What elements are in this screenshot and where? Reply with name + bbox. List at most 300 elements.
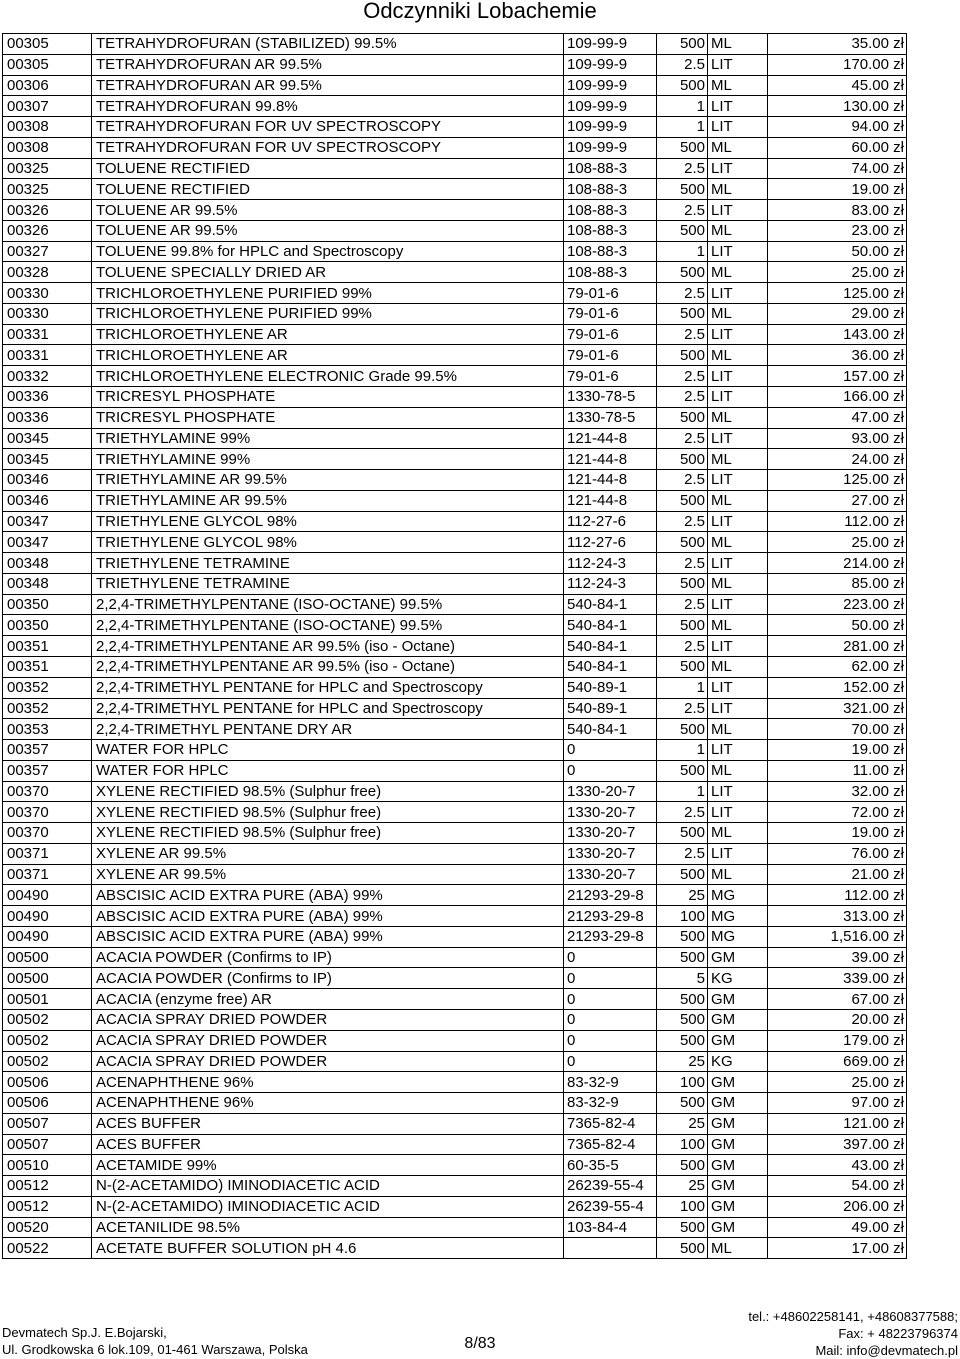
cas-number-cell: 108-88-3 xyxy=(564,220,657,241)
cas-number-cell xyxy=(564,1238,657,1259)
product-name-cell: ACACIA SPRAY DRIED POWDER xyxy=(92,1051,564,1072)
table-row xyxy=(3,428,907,449)
product-code-cell: 00502 xyxy=(3,1030,92,1051)
price-cell: 67.00 zł xyxy=(768,989,907,1010)
quantity-cell: 500 xyxy=(657,864,708,885)
product-code-cell: 00346 xyxy=(3,490,92,511)
table-row xyxy=(3,968,907,989)
price-cell: 397.00 zł xyxy=(768,1134,907,1155)
cas-number-cell: 109-99-9 xyxy=(564,54,657,75)
product-name-cell: 2,2,4-TRIMETHYL PENTANE for HPLC and Spectroscopy xyxy=(92,677,564,698)
price-cell: 74.00 zł xyxy=(768,158,907,179)
price-cell: 17.00 zł xyxy=(768,1238,907,1259)
unit-cell: GM xyxy=(708,989,768,1010)
price-cell: 50.00 zł xyxy=(768,241,907,262)
footer-mail[interactable]: Mail: info@devmatech.pl xyxy=(815,1343,958,1358)
table-row xyxy=(3,864,907,885)
price-cell: 83.00 zł xyxy=(768,200,907,221)
quantity-cell: 2.5 xyxy=(657,553,708,574)
footer-company xyxy=(2,1324,308,1358)
unit-cell: LIT xyxy=(708,470,768,491)
price-cell: 97.00 zł xyxy=(768,1093,907,1114)
cas-number-cell: 60-35-5 xyxy=(564,1155,657,1176)
quantity-cell: 500 xyxy=(657,34,708,55)
table-row xyxy=(3,573,907,594)
unit-cell: LIT xyxy=(708,802,768,823)
product-name-cell: TRIETHYLAMINE AR 99.5% xyxy=(92,490,564,511)
price-cell: 49.00 zł xyxy=(768,1217,907,1238)
table-row xyxy=(3,1072,907,1093)
price-cell: 45.00 zł xyxy=(768,75,907,96)
product-code-cell: 00306 xyxy=(3,75,92,96)
unit-cell: LIT xyxy=(708,200,768,221)
cas-number-cell: 7365-82-4 xyxy=(564,1113,657,1134)
unit-cell: LIT xyxy=(708,677,768,698)
table-row xyxy=(3,1238,907,1259)
price-cell: 125.00 zł xyxy=(768,470,907,491)
price-cell: 60.00 zł xyxy=(768,137,907,158)
unit-cell: ML xyxy=(708,179,768,200)
price-cell: 25.00 zł xyxy=(768,262,907,283)
product-name-cell: XYLENE RECTIFIED 98.5% (Sulphur free) xyxy=(92,802,564,823)
unit-cell: GM xyxy=(708,1030,768,1051)
price-cell: 206.00 zł xyxy=(768,1196,907,1217)
unit-cell: KG xyxy=(708,968,768,989)
cas-number-cell: 0 xyxy=(564,968,657,989)
product-code-cell: 00500 xyxy=(3,947,92,968)
unit-cell: ML xyxy=(708,407,768,428)
table-row xyxy=(3,823,907,844)
price-cell: 36.00 zł xyxy=(768,345,907,366)
quantity-cell: 2.5 xyxy=(657,470,708,491)
table-row xyxy=(3,532,907,553)
product-code-cell: 00328 xyxy=(3,262,92,283)
product-code-cell: 00501 xyxy=(3,989,92,1010)
table-row xyxy=(3,1113,907,1134)
quantity-cell: 500 xyxy=(657,449,708,470)
unit-cell: GM xyxy=(708,947,768,968)
price-cell: 23.00 zł xyxy=(768,220,907,241)
unit-cell: MG xyxy=(708,926,768,947)
product-code-cell: 00351 xyxy=(3,656,92,677)
unit-cell: ML xyxy=(708,760,768,781)
quantity-cell: 2.5 xyxy=(657,428,708,449)
product-name-cell: ABSCISIC ACID EXTRA PURE (ABA) 99% xyxy=(92,926,564,947)
quantity-cell: 500 xyxy=(657,262,708,283)
cas-number-cell: 121-44-8 xyxy=(564,428,657,449)
quantity-cell: 500 xyxy=(657,1030,708,1051)
cas-number-cell: 83-32-9 xyxy=(564,1093,657,1114)
unit-cell: LIT xyxy=(708,117,768,138)
quantity-cell: 100 xyxy=(657,906,708,927)
product-code-cell: 00512 xyxy=(3,1176,92,1197)
quantity-cell: 500 xyxy=(657,719,708,740)
product-code-cell: 00371 xyxy=(3,843,92,864)
product-code-cell: 00507 xyxy=(3,1113,92,1134)
product-name-cell: TETRAHYDROFURAN FOR UV SPECTROSCOPY xyxy=(92,137,564,158)
table-row xyxy=(3,1134,907,1155)
product-code-cell: 00502 xyxy=(3,1009,92,1030)
table-row xyxy=(3,947,907,968)
table-row xyxy=(3,636,907,657)
product-name-cell: TETRAHYDROFURAN AR 99.5% xyxy=(92,54,564,75)
product-code-cell: 00330 xyxy=(3,283,92,304)
table-row xyxy=(3,1093,907,1114)
quantity-cell: 500 xyxy=(657,1009,708,1030)
price-cell: 281.00 zł xyxy=(768,636,907,657)
unit-cell: MG xyxy=(708,906,768,927)
unit-cell: ML xyxy=(708,532,768,553)
page-number: 8/83 xyxy=(464,1335,496,1352)
cas-number-cell: 109-99-9 xyxy=(564,137,657,158)
table-row xyxy=(3,740,907,761)
product-name-cell: ABSCISIC ACID EXTRA PURE (ABA) 99% xyxy=(92,906,564,927)
quantity-cell: 2.5 xyxy=(657,54,708,75)
quantity-cell: 500 xyxy=(657,1238,708,1259)
unit-cell: LIT xyxy=(708,740,768,761)
footer-contact xyxy=(748,1308,958,1359)
table-row xyxy=(3,615,907,636)
cas-number-cell: 0 xyxy=(564,1030,657,1051)
cas-number-cell: 1330-20-7 xyxy=(564,843,657,864)
table-row xyxy=(3,989,907,1010)
product-code-cell: 00330 xyxy=(3,303,92,324)
unit-cell: ML xyxy=(708,220,768,241)
cas-number-cell: 1330-78-5 xyxy=(564,387,657,408)
unit-cell: LIT xyxy=(708,781,768,802)
quantity-cell: 500 xyxy=(657,989,708,1010)
unit-cell: LIT xyxy=(708,158,768,179)
table-row xyxy=(3,387,907,408)
table-row xyxy=(3,75,907,96)
quantity-cell: 500 xyxy=(657,1217,708,1238)
price-cell: 70.00 zł xyxy=(768,719,907,740)
product-code-cell: 00305 xyxy=(3,34,92,55)
product-code-cell: 00490 xyxy=(3,885,92,906)
product-code-cell: 00352 xyxy=(3,698,92,719)
quantity-cell: 5 xyxy=(657,968,708,989)
cas-number-cell: 1330-20-7 xyxy=(564,823,657,844)
product-code-cell: 00347 xyxy=(3,532,92,553)
product-name-cell: XYLENE AR 99.5% xyxy=(92,843,564,864)
cas-number-cell: 112-24-3 xyxy=(564,573,657,594)
product-name-cell: ABSCISIC ACID EXTRA PURE (ABA) 99% xyxy=(92,885,564,906)
price-cell: 11.00 zł xyxy=(768,760,907,781)
product-name-cell: ACETATE BUFFER SOLUTION pH 4.6 xyxy=(92,1238,564,1259)
table-row xyxy=(3,470,907,491)
price-cell: 76.00 zł xyxy=(768,843,907,864)
product-name-cell: 2,2,4-TRIMETHYL PENTANE DRY AR xyxy=(92,719,564,740)
price-cell: 62.00 zł xyxy=(768,656,907,677)
product-name-cell: TRICHLOROETHYLENE PURIFIED 99% xyxy=(92,283,564,304)
product-name-cell: TRIETHYLENE GLYCOL 98% xyxy=(92,532,564,553)
table-row xyxy=(3,677,907,698)
table-row xyxy=(3,490,907,511)
price-table-body xyxy=(3,34,907,1259)
cas-number-cell: 0 xyxy=(564,989,657,1010)
unit-cell: LIT xyxy=(708,387,768,408)
price-cell: 112.00 zł xyxy=(768,885,907,906)
quantity-cell: 500 xyxy=(657,407,708,428)
quantity-cell: 1 xyxy=(657,740,708,761)
product-name-cell: TRIETHYLENE GLYCOL 98% xyxy=(92,511,564,532)
unit-cell: ML xyxy=(708,656,768,677)
price-cell: 39.00 zł xyxy=(768,947,907,968)
cas-number-cell: 540-89-1 xyxy=(564,677,657,698)
product-code-cell: 00490 xyxy=(3,926,92,947)
cas-number-cell: 26239-55-4 xyxy=(564,1196,657,1217)
product-code-cell: 00490 xyxy=(3,906,92,927)
product-name-cell: 2,2,4-TRIMETHYLPENTANE AR 99.5% (iso - Octane) xyxy=(92,656,564,677)
table-row xyxy=(3,656,907,677)
product-code-cell: 00347 xyxy=(3,511,92,532)
price-cell: 179.00 zł xyxy=(768,1030,907,1051)
product-name-cell: TRIETHYLENE TETRAMINE xyxy=(92,553,564,574)
product-name-cell: ACES BUFFER xyxy=(92,1113,564,1134)
quantity-cell: 500 xyxy=(657,656,708,677)
unit-cell: GM xyxy=(708,1196,768,1217)
cas-number-cell: 79-01-6 xyxy=(564,366,657,387)
price-cell: 25.00 zł xyxy=(768,532,907,553)
product-name-cell: TETRAHYDROFURAN FOR UV SPECTROSCOPY xyxy=(92,117,564,138)
cas-number-cell: 108-88-3 xyxy=(564,262,657,283)
price-cell: 24.00 zł xyxy=(768,449,907,470)
price-cell: 50.00 zł xyxy=(768,615,907,636)
cas-number-cell: 121-44-8 xyxy=(564,490,657,511)
price-cell: 29.00 zł xyxy=(768,303,907,324)
table-row xyxy=(3,283,907,304)
price-cell: 223.00 zł xyxy=(768,594,907,615)
product-name-cell: TETRAHYDROFURAN (STABILIZED) 99.5% xyxy=(92,34,564,55)
price-cell: 54.00 zł xyxy=(768,1176,907,1197)
price-cell: 339.00 zł xyxy=(768,968,907,989)
product-name-cell: TRICHLOROETHYLENE PURIFIED 99% xyxy=(92,303,564,324)
table-row xyxy=(3,54,907,75)
unit-cell: ML xyxy=(708,615,768,636)
product-name-cell: ACACIA SPRAY DRIED POWDER xyxy=(92,1030,564,1051)
unit-cell: LIT xyxy=(708,324,768,345)
unit-cell: LIT xyxy=(708,594,768,615)
table-row xyxy=(3,220,907,241)
table-row xyxy=(3,407,907,428)
cas-number-cell: 79-01-6 xyxy=(564,345,657,366)
unit-cell: ML xyxy=(708,345,768,366)
quantity-cell: 2.5 xyxy=(657,843,708,864)
footer-company-name: Devmatech Sp.J. E.Bojarski, xyxy=(2,1325,167,1340)
unit-cell: ML xyxy=(708,823,768,844)
cas-number-cell: 540-84-1 xyxy=(564,594,657,615)
unit-cell: LIT xyxy=(708,96,768,117)
unit-cell: GM xyxy=(708,1072,768,1093)
unit-cell: LIT xyxy=(708,428,768,449)
quantity-cell: 500 xyxy=(657,823,708,844)
unit-cell: LIT xyxy=(708,366,768,387)
cas-number-cell: 109-99-9 xyxy=(564,75,657,96)
quantity-cell: 100 xyxy=(657,1134,708,1155)
table-row xyxy=(3,179,907,200)
quantity-cell: 2.5 xyxy=(657,200,708,221)
cas-number-cell: 108-88-3 xyxy=(564,179,657,200)
cas-number-cell: 1330-20-7 xyxy=(564,802,657,823)
table-row xyxy=(3,553,907,574)
table-row xyxy=(3,1051,907,1072)
table-row xyxy=(3,906,907,927)
quantity-cell: 2.5 xyxy=(657,594,708,615)
cas-number-cell: 109-99-9 xyxy=(564,34,657,55)
quantity-cell: 100 xyxy=(657,1072,708,1093)
unit-cell: GM xyxy=(708,1155,768,1176)
table-row xyxy=(3,449,907,470)
unit-cell: GM xyxy=(708,1176,768,1197)
product-code-cell: 00370 xyxy=(3,781,92,802)
table-row xyxy=(3,781,907,802)
quantity-cell: 25 xyxy=(657,1051,708,1072)
price-cell: 1,516.00 zł xyxy=(768,926,907,947)
product-code-cell: 00522 xyxy=(3,1238,92,1259)
quantity-cell: 500 xyxy=(657,947,708,968)
product-name-cell: TRIETHYLENE TETRAMINE xyxy=(92,573,564,594)
quantity-cell: 500 xyxy=(657,345,708,366)
quantity-cell: 500 xyxy=(657,532,708,553)
product-name-cell: N-(2-ACETAMIDO) IMINODIACETIC ACID xyxy=(92,1196,564,1217)
quantity-cell: 2.5 xyxy=(657,511,708,532)
table-row xyxy=(3,1217,907,1238)
unit-cell: GM xyxy=(708,1009,768,1030)
price-cell: 112.00 zł xyxy=(768,511,907,532)
product-code-cell: 00345 xyxy=(3,428,92,449)
price-cell: 20.00 zł xyxy=(768,1009,907,1030)
unit-cell: ML xyxy=(708,262,768,283)
unit-cell: ML xyxy=(708,864,768,885)
product-code-cell: 00507 xyxy=(3,1134,92,1155)
quantity-cell: 100 xyxy=(657,1196,708,1217)
price-cell: 143.00 zł xyxy=(768,324,907,345)
footer-company-address: Ul. Grodkowska 6 lok.109, 01-461 Warszawa, Polska xyxy=(2,1342,308,1357)
cas-number-cell: 103-84-4 xyxy=(564,1217,657,1238)
table-row xyxy=(3,802,907,823)
product-code-cell: 00331 xyxy=(3,324,92,345)
table-row xyxy=(3,303,907,324)
product-name-cell: TRICHLOROETHYLENE ELECTRONIC Grade 99.5% xyxy=(92,366,564,387)
product-name-cell: TETRAHYDROFURAN 99.8% xyxy=(92,96,564,117)
footer-fax: Fax: + 48223796374 xyxy=(838,1326,958,1341)
quantity-cell: 2.5 xyxy=(657,324,708,345)
product-code-cell: 00510 xyxy=(3,1155,92,1176)
price-cell: 25.00 zł xyxy=(768,1072,907,1093)
price-cell: 19.00 zł xyxy=(768,740,907,761)
quantity-cell: 500 xyxy=(657,573,708,594)
product-name-cell: TOLUENE SPECIALLY DRIED AR xyxy=(92,262,564,283)
product-code-cell: 00350 xyxy=(3,594,92,615)
price-cell: 125.00 zł xyxy=(768,283,907,304)
product-name-cell: WATER FOR HPLC xyxy=(92,740,564,761)
cas-number-cell: 21293-29-8 xyxy=(564,926,657,947)
table-row xyxy=(3,594,907,615)
product-code-cell: 00331 xyxy=(3,345,92,366)
product-name-cell: 2,2,4-TRIMETHYLPENTANE (ISO-OCTANE) 99.5% xyxy=(92,594,564,615)
cas-number-cell: 79-01-6 xyxy=(564,324,657,345)
product-name-cell: ACACIA POWDER (Confirms to IP) xyxy=(92,968,564,989)
product-name-cell: TRIETHYLAMINE AR 99.5% xyxy=(92,470,564,491)
product-name-cell: ACETANILIDE 98.5% xyxy=(92,1217,564,1238)
cas-number-cell: 540-84-1 xyxy=(564,656,657,677)
cas-number-cell: 79-01-6 xyxy=(564,283,657,304)
product-name-cell: TOLUENE AR 99.5% xyxy=(92,220,564,241)
unit-cell: LIT xyxy=(708,241,768,262)
product-code-cell: 00345 xyxy=(3,449,92,470)
product-code-cell: 00326 xyxy=(3,220,92,241)
product-name-cell: TOLUENE RECTIFIED xyxy=(92,179,564,200)
quantity-cell: 2.5 xyxy=(657,366,708,387)
product-name-cell: XYLENE RECTIFIED 98.5% (Sulphur free) xyxy=(92,781,564,802)
cas-number-cell: 112-27-6 xyxy=(564,532,657,553)
product-name-cell: WATER FOR HPLC xyxy=(92,760,564,781)
product-name-cell: 2,2,4-TRIMETHYL PENTANE for HPLC and Spectroscopy xyxy=(92,698,564,719)
product-name-cell: TRIETHYLAMINE 99% xyxy=(92,428,564,449)
table-row xyxy=(3,241,907,262)
cas-number-cell: 121-44-8 xyxy=(564,449,657,470)
product-code-cell: 00353 xyxy=(3,719,92,740)
unit-cell: LIT xyxy=(708,283,768,304)
product-code-cell: 00325 xyxy=(3,158,92,179)
product-code-cell: 00305 xyxy=(3,54,92,75)
unit-cell: ML xyxy=(708,719,768,740)
unit-cell: LIT xyxy=(708,636,768,657)
quantity-cell: 500 xyxy=(657,1155,708,1176)
price-table xyxy=(2,33,907,1259)
product-name-cell: TRICRESYL PHOSPHATE xyxy=(92,407,564,428)
cas-number-cell: 1330-20-7 xyxy=(564,864,657,885)
quantity-cell: 2.5 xyxy=(657,636,708,657)
product-name-cell: TRICHLOROETHYLENE AR xyxy=(92,345,564,366)
product-name-cell: XYLENE AR 99.5% xyxy=(92,864,564,885)
unit-cell: GM xyxy=(708,1113,768,1134)
unit-cell: KG xyxy=(708,1051,768,1072)
product-name-cell: ACACIA POWDER (Confirms to IP) xyxy=(92,947,564,968)
product-code-cell: 00326 xyxy=(3,200,92,221)
product-name-cell: ACACIA SPRAY DRIED POWDER xyxy=(92,1009,564,1030)
table-row xyxy=(3,137,907,158)
table-row xyxy=(3,698,907,719)
quantity-cell: 25 xyxy=(657,1113,708,1134)
quantity-cell: 500 xyxy=(657,75,708,96)
product-code-cell: 00506 xyxy=(3,1072,92,1093)
table-row xyxy=(3,1176,907,1197)
table-row xyxy=(3,719,907,740)
cas-number-cell: 26239-55-4 xyxy=(564,1176,657,1197)
product-name-cell: TOLUENE 99.8% for HPLC and Spectroscopy xyxy=(92,241,564,262)
cas-number-cell: 108-88-3 xyxy=(564,200,657,221)
cas-number-cell: 1330-20-7 xyxy=(564,781,657,802)
cas-number-cell: 7365-82-4 xyxy=(564,1134,657,1155)
product-code-cell: 00350 xyxy=(3,615,92,636)
table-row xyxy=(3,760,907,781)
product-name-cell: TOLUENE RECTIFIED xyxy=(92,158,564,179)
table-row xyxy=(3,366,907,387)
product-name-cell: ACETAMIDE 99% xyxy=(92,1155,564,1176)
price-cell: 94.00 zł xyxy=(768,117,907,138)
unit-cell: LIT xyxy=(708,511,768,532)
product-code-cell: 00506 xyxy=(3,1093,92,1114)
table-row xyxy=(3,96,907,117)
product-name-cell: TOLUENE AR 99.5% xyxy=(92,200,564,221)
product-code-cell: 00371 xyxy=(3,864,92,885)
product-code-cell: 00327 xyxy=(3,241,92,262)
product-code-cell: 00520 xyxy=(3,1217,92,1238)
quantity-cell: 2.5 xyxy=(657,387,708,408)
cas-number-cell: 108-88-3 xyxy=(564,158,657,179)
quantity-cell: 500 xyxy=(657,1093,708,1114)
